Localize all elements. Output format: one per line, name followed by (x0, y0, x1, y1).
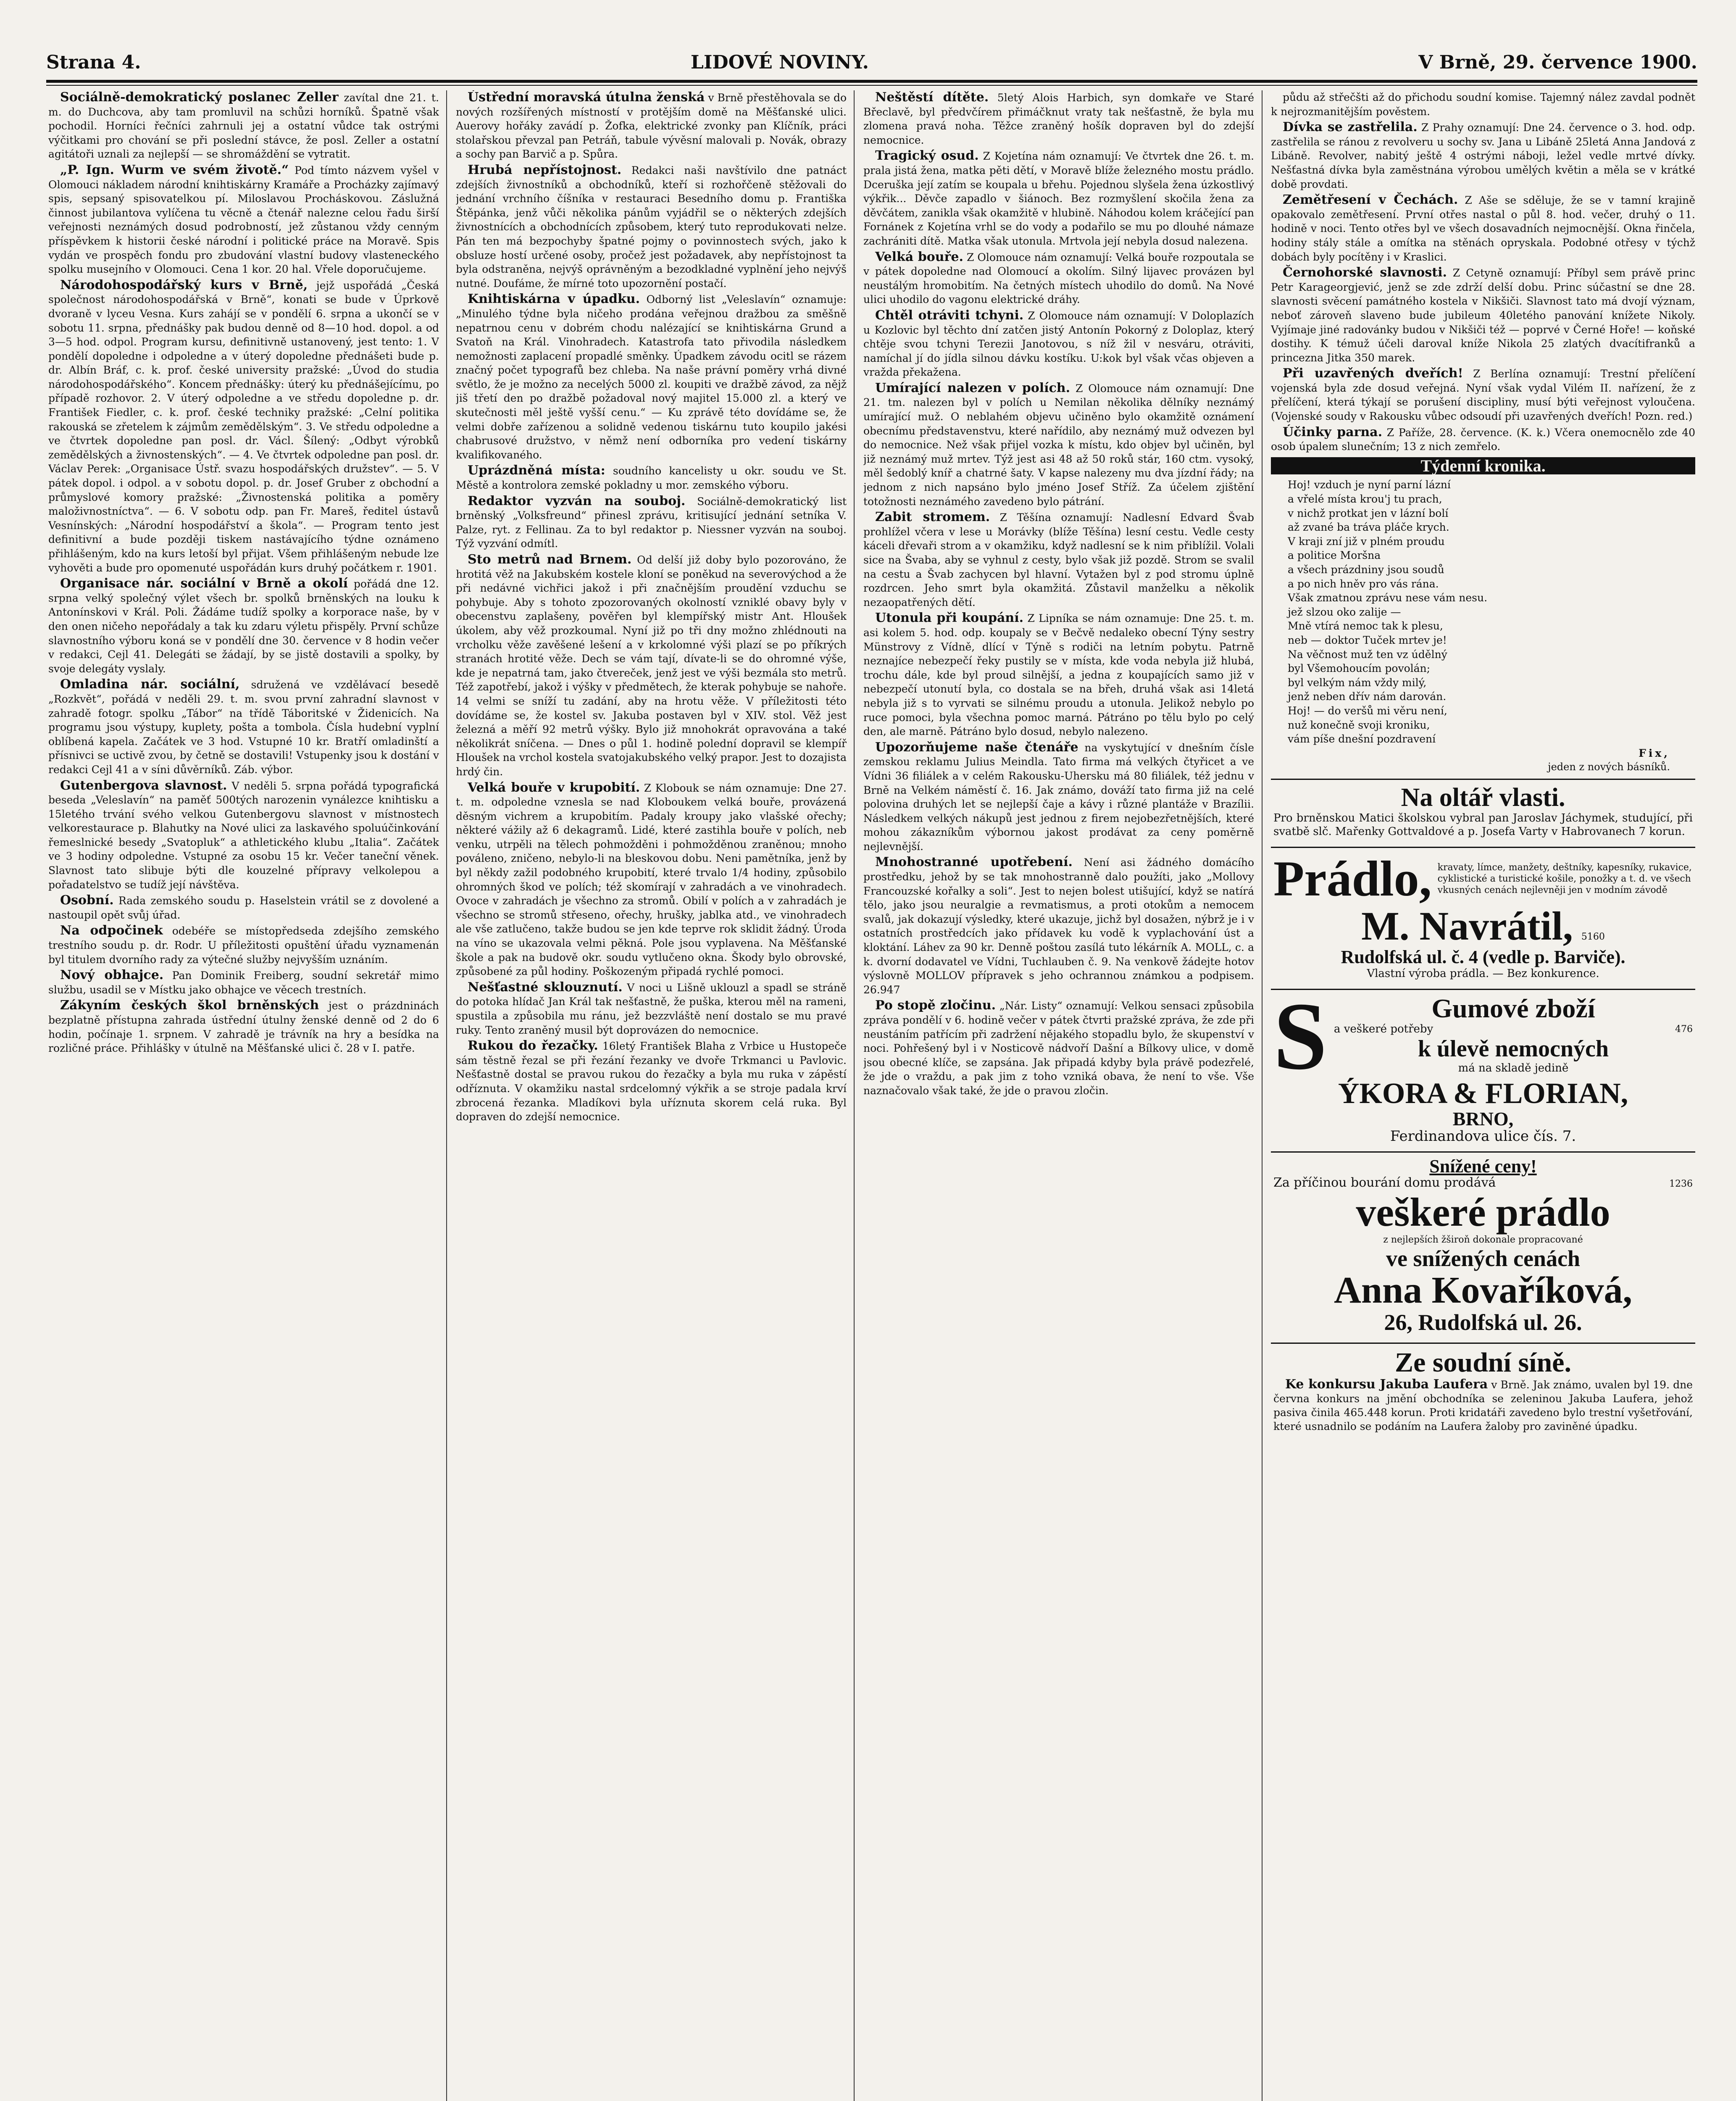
article (1271, 193, 1695, 264)
article (48, 924, 439, 966)
poem-line: V kraji zní již v plném proudu (1288, 535, 1445, 548)
article-headline: Neštěstí dítěte. (875, 90, 989, 105)
article-headline: Účinky parna. (1283, 424, 1383, 440)
article-headline: Gutenbergova slavnost. (60, 778, 227, 793)
ad-sykora-florian (1271, 982, 1695, 1147)
article-headline: Sociálně-demokratický poslanec Zeller (60, 90, 339, 105)
article-text: Redakci naši navštívilo dne patnáct zdejších živnostníků a obchodníků, kteří si rozhořčeně stěžovali do jednání vrchního číšníka v restauraci Besedního domu p. Františka Štěpánka, jenž vůči několika pánům vyjádřil se o některých zdejších živnostnících a obchodnících způsobem, který tuto reprodukovati nelze. Pán ten má bezpochyby špatné pojmy o povinnostech svých, jako k obsluze hostí určené osoby, pročež jest požadavek, aby nepřístojnost ta byla odstraněna, nejvýš oprávněným a bezodkladné vyplnění jeho nejvýš nutné. Doufáme, že mírné toto upozornění postačí. (456, 164, 847, 290)
article-headline: Umírající nalezen v polích. (875, 380, 1071, 395)
ad-sale-address: 26, Rudolfská ul. 26. (1384, 1309, 1582, 1335)
article-text: zavítal dne 21. t. m. do Duchcova, aby tam promluvil na schůzi horníků. Špatně však pochodil. Horníci řečníci zahrnuli jej a ostatní vůdce tak ostrými výčitkami pro chování se při poslední stávce, že posl. Zeller a ostatní agitátoři uznali za nejlepší — se shromáždění se vytratit. (48, 92, 439, 161)
poem-line: Na věčnost muž ten vz údělný (1288, 648, 1447, 661)
ad-sykora-line2: a veškeré potřeby (1334, 1023, 1434, 1036)
article (1271, 90, 1695, 118)
poem-line: Však zmatnou zprávu nese vám nesu. (1288, 592, 1488, 604)
ad-sykora-line1: Gumové zboží (1431, 993, 1595, 1023)
article (456, 163, 847, 290)
article-text: jejž uspořádá „Česká společnost národohospodářská v Brně“, konati se bude v Úprkově dvoraně v lyceu Vesna. Kurs zahájí se v pondělí 6. srpna a ukončí se v sobotu 11. srpna, přednášky pak budou denně od 8—10 hod. dopol. a od 3—5 hod. odpol. Program kursu, definitivně ustanovený, jest tento: 1. V pondělí dopoledne i odpoledne a v úterý dopoledne přednášeti bude p. dr. Albín Bráf, c. k. prof. české university pražské: „Úvod do studia národohospodářského“. Koncem přednášky: úterý ku přednášejícímu, po případě rozhovor. 2. V úterý odpoledne a ve středu dopoledne p. dr. František Fiedler, c. k. prof. české techniky pražské: „Celní politika rakouská se zřetelem k zájmům zemědělským“. 3. Ve středu odpoledne a ve čtvrtek dopoledne pan posl. dr. Václ. Šílený: „Odbyt výrobků zemědělských a živnostenských“. — 4. Ve čtvrtek odpoledne pan posl. dr. Václav Perek: „Organisace Ústř. svazu hospodářských družstev“. — 5. V pátek dopol. i odpol. a v sobotu dopol. p. dr. Josef Gruber z obchodní a průmyslové komory pražské: „Živnostenská politika a poměry maloživnostníctva“. — 6. V sobotu odp. pan Fr. Mareš, ředitel ústavů Vesnínských: „Národní hospodářství a škola“. — Program tento jest definitivní a bude později tiskem nastávajícího týdne oznámeno přihlášeným, kdo na kurs letoší byl přijat. Všem přihlášeným nebude lze vyhověti a bude pro opomenuté uspořádán kurs druhý počátkem r. 1901. (48, 279, 439, 574)
ad-title: Na oltář vlasti. (1401, 783, 1565, 812)
article (863, 998, 1254, 1098)
poem-line: jenž neben dřív nám darován. (1288, 690, 1447, 703)
poem-line: byl velkým nám vždy milý, (1288, 676, 1427, 689)
article-headline: Nový obhajce. (60, 968, 164, 983)
ad-kovarikova (1271, 1151, 1695, 1338)
issue-date: V Brně, 29. července 1900. (1418, 51, 1697, 73)
article-text: Pod tímto názvem vyšel v Olomouci nákladem národní knihtiskárny Kramáře a Procházky zajímavý spis, sepsaný spisovatelkou pí. Miloslavou Procháskovou. Záslužná činnost jubilantova vylíčena tu věcně a čtenář nalezne celou řadu širší veřejnosti neznámých dosud podrobností, jež zůstanou vždy cenným příspěvkem k historii české národní i politické práce na Moravě. Spis vydán ve prospěch fondu pro zbudování vlastní budovy vlasteneckého spolku musejního v Olomouci. Cena 1 kor. 20 hal. Vřele doporučujeme. (48, 164, 439, 276)
article-headline: Tragický osud. (875, 148, 979, 163)
column-3 (863, 90, 1254, 2101)
article (863, 90, 1254, 147)
article-headline: Redaktor vyzván na souboj. (468, 493, 686, 508)
article-headline: Rukou do řezačky. (468, 1038, 598, 1053)
ad-sale-intro: Za příčinou bourání domu prodává (1273, 1175, 1496, 1190)
article-text: jest o prázdninách bezplatně přístupna zahrada ústřední útulny ženské denně od 2 do 6 hodin, počínaje 1. srpnem. V zahradě je trávník na hry a besídka na rozličné práce. Přihlášky v útulně na Měšťanské ulici č. 28 v I. patře. (48, 1000, 439, 1055)
page-number: Strana 4. (46, 51, 141, 73)
article-text: půdu až střečšti až do přichodu soudní komise. Tajemný nález zavdal podnět k nejrozmanitějším pověstem. (1271, 91, 1695, 118)
article-text: 16letý František Blaha z Vrbice u Hustopeče sám těstně řezal se při řezání řezanky ve dvoře Trkmanci u Pavlovic. Nešťastně dostal se pravou rukou do řezačky a byla mu ruka v zápěstí odříznuta. V okamžiku nastal srdcelomný výkřik a se stroje padala krví zbrocená řezanka. Mladíkovi byla uříznuta skorem celá ruka. Byl dopraven do zdejší nemocnice. (456, 1040, 847, 1123)
ad-sykora-city: BRNO, (1452, 1108, 1514, 1130)
article (48, 278, 439, 575)
ad-sale-name: Anna Kovaříková, (1334, 1269, 1633, 1311)
ad-sykora-line3: k úlevě nemocných (1418, 1035, 1609, 1062)
article-text: Pan Dominik Freiberg, soudní sekretář mimo službu, usadil se v Místku jako obhajce ve věcech trestních. (48, 969, 439, 996)
article-headline: Zemětřesení v Čechách. (1283, 192, 1458, 208)
article (48, 577, 439, 676)
article (863, 611, 1254, 738)
article-headline: Knihtiskárna v úpadku. (468, 292, 640, 307)
article-text: v Brně přestěhovala se do nových rozšířených místností v protějším domě na Měšťanské ulici. Auerovy hořáky zavádí p. Žofka, elektrické zvonky pan Klíčník, práci stolařskou převzal pan Petráň, tabule vývěsní malovali p. Novák, obrazy a sochy pan Barvič a p. Spůra. (456, 92, 847, 161)
article-headline: Velká bouře. (875, 249, 963, 264)
column-1 (48, 90, 439, 2101)
column-divider (1262, 90, 1263, 2101)
ad-sykora-name: ÝKORA & FLORIAN, (1338, 1077, 1628, 1110)
ad-sale-mid: ve snížených cenách (1386, 1246, 1580, 1272)
article-headline: Upozorňujeme naše čtenáře (875, 740, 1078, 755)
article (48, 90, 439, 161)
poem-line: jež slzou oko zalije — (1288, 606, 1401, 618)
ad-sale-big: veškeré prádlo (1356, 1189, 1610, 1235)
article-text: odebéře se místopředseda zdejšího zemského trestního soudu p. dr. Rodr. U příležitosti opuštění úřadu vyznamenán byl titulem dvorního rady za výtečné služby nejvyšším uznáním. (48, 925, 439, 966)
article (48, 893, 439, 922)
column-4 (1271, 90, 1695, 2101)
article (863, 510, 1254, 609)
soud-title: Ze soudní síně. (1395, 1347, 1571, 1378)
article-headline: Mnohostranné upotřebení. (875, 855, 1073, 870)
article-text: V neděli 5. srpna pořádá typografická beseda „Veleslavín“ na paměť 500tých narozenin vynálezce knihtisku a 15letého trvání svého velkou Gutenbergovu slavnost v místnostech velkorestaurace p. Blahutky na Nové ulici za laskavého spoluúčinkování řemeslnické besedy „Svatopluk“ a athletického klubu „Italia“. Začátek ve 3 hodiny odpoledne. Vstupné za osobu 15 kr. Večer taneční věnek. Slavnost tato slibuje býti dle kouzelné přípravy velkolepou a pořadatelstvo se tudíž její návštěva. (48, 779, 439, 891)
ad-sale-title: Snížené ceny! (1429, 1156, 1537, 1177)
poem-line: v nichž protkat jen v lázní bolí (1288, 507, 1449, 519)
article-text: Odborný list „Veleslavín“ oznamuje: „Minulého týdne byla ničeho prodána veřejnou dražbou za směšně nepatrnou cenu v dobrém chodu nalézající se knihtiskárna Grund a Svatoň na Král. Vinohradech. Katastrofa tato přivodila následkem nemožnosti zaplacení propadlé směnky. Úpadkem závodu ocitl se rázem značný počet typografů bez chleba. Na naše právní poměry vrhá divné světlo, že je možno za necelých 5000 zl. koupiti ve dražbě závod, za nějž jiš třetí den po dražbě požadoval nový majitel 15.000 zl. a který ve skutečnosti měl ještě vyšší cenu.“ — Ku zprávě této dovídáme se, že velmi dobře zařízenou a solidně vedenou tiskárnu tuto koupilo jakési chabrusové družstvo, v němž není odborníka pro vedení tiskárny kvalifikovaného. (456, 293, 847, 461)
column-divider (854, 90, 855, 2101)
article-headline: Chtěl otráviti tchyni. (875, 308, 1024, 323)
ad-sykora-number: 476 (1675, 1024, 1693, 1035)
header-rule-thin (46, 85, 1697, 86)
article (863, 308, 1254, 379)
article-text: „Nár. Listy“ oznamují: Velkou sensaci způsobila zpráva pondělí v 6. hodině večer v pátek čtvrti pražské zpráva, že zde při neustáním patřícím při zadržení nějakého stopadlu bylo, že skupenství v noci. Pohřešený byl i v Nosticově nádvoří Dašní a Bílkovy ulice, v domě jsou obecné klíče, se zapsána. Jak připadá kdyby byla právě podezřelé, že jde o vraždu, a pak jim z toho vzniká obava, že není to vše. Vše naznačovalo však také, že jde o pravou zločin. (863, 1000, 1254, 1097)
ad-sykora-initial: S (1273, 982, 1327, 1090)
soud-headline: Ke konkursu Jakuba Laufera (1285, 1377, 1488, 1392)
masthead (46, 50, 1697, 75)
poem-line: neb — doktor Tuček mrtev je! (1288, 634, 1447, 646)
ad-na-oltar-vlasti (1271, 779, 1695, 843)
article-headline: Organisace nár. sociální v Brně a okolí (60, 576, 348, 591)
article-headline: Dívka se zastřelila. (1283, 120, 1418, 135)
ad-navratil (1271, 847, 1695, 985)
ad-navratil-note: Vlastní výroba prádla. — Bez konkurence. (1367, 967, 1599, 980)
poem-line: Hoj! vzduch je nyní parní lázní (1288, 479, 1451, 491)
article-text: V noci u Lišně uklouzl a spadl se stráně do potoka hlídač Jan Král tak nešťastně, že puška, kterou měl na rameni, spustila a způsobila mu ránu, jež bezzvláště není dostalo se mu pravé ruky. Tento zraněný musil být doprovázen do nemocnice. (456, 981, 847, 1036)
article-headline: Národohospodářský kurs v Brně, (60, 277, 308, 292)
poem-line: vám píše dnešní pozdravení (1288, 733, 1436, 745)
column-divider (446, 90, 447, 2101)
article-text: Z Lipníka se nám oznamuje: Dne 25. t. m. asi kolem 5. hod. odp. koupaly se v Bečvě nedaleko obecní Týny sestry Münstrovy z Vídně, dlící v Týně s rodiči na letním pobytu. Patrně neznajíce nebezpečí řeky pustily se v místa, kde voda nebyla již hlubá, trochu dále, kde byl proud silnější, a jedna z koupajících samo již v nebezpečí utonutí byla, co dostala se na břeh, druhá však asi 14letá nebyla již s to vyrvati se silnému proudu a utonula. Jelikož nebylo po ruce pomoci, byla všechna pomoc marná. Pátráno po tělu bylo po celý den, ale marně. Pátráno bylo dosud, nebylo nalezeno. (863, 612, 1254, 738)
ad-pradlo-word: Prádlo, (1273, 850, 1432, 906)
article-text: sdružená ve vzdělávací besedě „Rozkvět“, pořádá v neděli 29. t. m. svou první zahradní slavnost v zahradě fotogr. spolku „Tábor“ na třídě Táboritské v Židenicích. Na programu jsou výstupy, kuplety, pošta a tombola. Čísla hudební vyplní oblíbená kapela. Začátek ve 3 hod. Vstupné 10 kr. Bratří omladinští a přísnivci se uctivě zvou, by četně se dostavili! Vstupenky jsou k dostání v redakci Cejl 41 a v síni důvěrníků. Záb. výbor. (48, 679, 439, 776)
article-headline: Omladina nár. sociální, (60, 677, 240, 692)
article-text: Z Těšína oznamují: Nadlesní Edvard Švab prohlížel včera v lese u Morávky (blíže Těšína) lesní cestu. Vedle cesty káceli dřevaři strom a v okamžiku, když nadlesní se k nim přiblížil. Volali sice na Švaba, aby se vyhnul z cesty, bylo však již pozdě. Strom se svalil na cestu a Švab zachycen byl hlavní. Vytažen byl z pod stromu úplně rozdrcen. Jeho smrt byla okamžitá. Zůstavil manželku a několik nezaopatřených dětí. (863, 511, 1254, 608)
poem-line: Hoj! — do veršů mi věru není, (1288, 704, 1447, 717)
article-text: Z Olomouce nám oznamují: Velká bouře rozpoutala se v pátek dopoledne nad Olomoucí a okolím. Silný lijavec provázen byl neustálým hromobitím. Na četných místech uhodilo do domů. Na Nové ulici uhodilo do vagonu elektrické dráhy. (863, 251, 1254, 306)
article (863, 250, 1254, 307)
article (48, 779, 439, 892)
article-text: na vyskytující v dnešním čísle zemskou reklamu Julius Meindla. Tato firma má velkých čtyřicet a ve Vídni 36 filiálek a v celém Rakousku-Uhersku má 80 filiálek, též jednu v Brně na Velkém náměstí č. 16. Jak známo, dováží tato firma již na celé polovina druhých let se nejlepší čaje a kávy i různé plantáže v Brazílii. Následkem velkých nákupů jest jednou z firem nejobezřetnějších, které mohou zákazníkům výbornou jakost prodávat za ceny poměrně nejlevnější. (863, 741, 1254, 853)
article-headline: „P. Ign. Wurm ve svém životě.“ (60, 162, 289, 177)
ad-pradlo-text: kravaty, límce, manžety, deštníky, kapesníky, rukavice, cyklistické a turistické košile, ponožky a t. d. ve všech vkusných cenách nejlevněji jen v modním závodě (1437, 862, 1692, 895)
ad-navratil-number: 5160 (1581, 932, 1605, 942)
article-text: Z Prahy oznamují: Dne 24. července o 3. hod. odp. zastřelila se ránou z revolveru u sochy sv. Jana u Libáně 25letá Anna Jandová z Libáně. Revolver, nabitý ještě 4 ostrými náboji, ležel vedle mrtvé dívky. Nešťastná dívka byla zaměstnána výrobou umělých květin a měla se v krátké době provdati. (1271, 121, 1695, 190)
article (456, 292, 847, 462)
article (48, 677, 439, 777)
article-headline: Zabit stromem. (875, 510, 990, 525)
poem-line: Mně vtírá nemoc tak k plesu, (1288, 620, 1443, 632)
article (863, 149, 1254, 248)
article-text: Sociálně-demokratický list brněnský „Volksfreund“ přinesl zprávu, kritisující jednání setníka V. Palze, ryt. z Fellinau. Za to byl redaktor p. Niessner vyzván na souboj. Týž vyzvání odmítl. (456, 495, 847, 550)
ad-sykora-line4: má na skladě jedině (1458, 1061, 1569, 1074)
article (1271, 266, 1695, 365)
article-text: Není asi žádného domácího prostředku, jehož by se tak mnohostranně dalo použíti, jako „Mollovy Francouzské kořalky a soli“. Jest to nejen bolest utišující, když se natírá tělo, jako jsou neuralgie a revmatismus, a proti otokům a nemocem svalů, jak dokazují výsledky, které ukazuje, jichž byl dosažen, nýbrž je i v ostatních prostředcích jako přídavek ku vodě k vyplachování úst a kloktání. Láhev za 90 kr. Denně poštou zasílá tuto lékárník A. MOLL, c. a k. dvorní dodavatel ve Vídni, Tuchlauben č. 9. Na venkově žádejte hotov výslovně MOLLOV přípravek s jeho ochrannou známkou a podpisem. 26.947 (863, 856, 1254, 996)
article (456, 494, 847, 551)
ad-text: Pro brněnskou Matici školskou vybral pan Jaroslav Jáchymek, studující, při svatbě slč. Mařenky Gottvaldové a p. Josefa Varty v Habrovanech 7 korun. (1273, 812, 1693, 838)
article (863, 740, 1254, 854)
article (1271, 366, 1695, 423)
soudni-sin (1271, 1343, 1695, 1439)
article (456, 463, 847, 492)
article-text: Z Cetyně oznamují: Příbyl sem právě princ Petr Karageorgjević, jenž se zde zdrží delší dobu. Princ súčastní se dne 28. slavnosti svěcení památného kostela v Nikšiči. Slavnost tato má dvojí význam, neboť zároveň slaveno bude jubileum 40letého panování knížete Nikoly. Vyjímaje jiné radovánky budou v Nikšiči též — poprvé v Černé Hoře! — koňské dostihy. K témuž účeli daroval kníže Nikola 25 zlatých dvacítifranků a princezna Jitka 350 marek. (1271, 267, 1695, 364)
article-text: Rada zemského soudu p. Haselstein vrátil se z dovolené a nastoupil opět svůj úřad. (48, 895, 439, 921)
article (456, 1039, 847, 1124)
article-text: Z Kojetína nám oznamují: Ve čtvrtek dne 26. t. m. prala jistá žena, matka pěti dětí, v Moravě blíže železného mostu prádlo. Dceruška její zatím se koupala u břehu. Pojednou slyšela žena úzkostlivý výkřik... Děvče zapadlo v šiánoch. Bez rozmyšlení skočila žena za děvčátem, zanikla však okamžitě v hlubině. Náhodou kolem kráčející pan Fornánek z Kojetína vrhl se do vody a podařilo se mu po dlouhé námaze zachrániti dítě. Matka však utonula. Mrtvola její nebyla dosud nalezena. (863, 150, 1254, 247)
article-headline: Při uzavřených dveřích! (1283, 366, 1463, 381)
ad-navratil-address: Rudolfská ul. č. 4 (vedle p. Barviče). (1341, 946, 1626, 967)
article (48, 998, 439, 1055)
article-text: Z Aše se sděluje, že se v tamní krajině opakovalo zemětřesení. První otřes nastal o půl 8. hod. večer, druhý o 11. hodině v noci. Tento otřes byl ve všech dosavadních nejmocnější. Okna řinčela, hodiny stály stále a omítka na stěnách opryskala. Podobné otřesy v týchž dobách byly pocítěny i v Kraslici. (1271, 194, 1695, 263)
soud-article (1273, 1377, 1693, 1433)
poem-signature: Fix, (1639, 747, 1670, 759)
article-text: pořádá dne 12. srpna velký společný výlet všech br. spolků brněnských na louku k Antonínskovi v Král. Poli. Žádáme tudíž spolky a korporace naše, by v den onen ničeho nepořádaly a tak ku zdaru výletu přispěly. První schůze slavnostního výboru koná se v pondělí dne 30. července v 8 hodin večer v redakci, Cejl 41. Delegáti se žádají, by se jistě dostavili a spolky, by svoje delegáty vyslaly. (48, 578, 439, 675)
article-headline: Zákyním českých škol brněnských (60, 998, 319, 1013)
kronika-banner: Týdenní kronika. (1271, 457, 1695, 475)
article-text: Z Berlína oznamují: Trestní přelíčení vojenská byla zde dosud veřejná. Nyní však vydal Vilém II. nařízení, že z přelíčení, která týkají se porušení discipliny, musí býti veřejnost vyloučena. (Vojenské soudy v Rakousku vůbec odsoudí při uzavřených dveřích! Pozn. red.) (1271, 368, 1695, 423)
ad-sale-note: z nejlepších žširoň dokonale propracované (1383, 1235, 1583, 1245)
article-text: soudního kancelisty u okr. soudu ve St. Městě a kontrolora zemské pokladny u mor. zemského výboru. (456, 465, 847, 492)
article-text: Z Klobouk se nám oznamuje: Dne 27. t. m. odpoledne vznesla se nad Kloboukem velká bouře, provázená děsným vichrem a krupobitím. Padaly kroupy jako vlašské ořechy; některé vážily až 6 dekagramů. Lidé, které zastihla bouře v polích, neb venku, utrpěli na tělech pohmožděni i pohmožděnou zraněnou; mnoho pováleno, zničeno, nebylo-li na bleskovou dobu. Neni pamětníka, jenž by byl někdy zažil podobného krupobití, které trvalo 1/4 hodiny, způsobilo ohromných škod ve polích; též skomírají v zahradách a ve vinohradech. Ovoce v zahradách je všechno za stromů. Obilí v polích a v zahradách je všechno se stromů střeseno, ořechy, hrušky, jablka atd., ve vinohradech ale vše zatlučeno, takže budou se jen kde teprve rok sklidit žádný. Úroda na víno se ukazovala velmi pěkná. Pole jsou vyplavena. Na Měšťanské škole a pak na budově okr. soudu vytlučeno okna. Škody bylo obrovské, způsobené za půl hodiny. Poškozeným připadá rychlé pomoci. (456, 782, 847, 978)
ad-sykora-address: Ferdinandova ulice čís. 7. (1390, 1127, 1576, 1145)
poem-signature-note: jeden z nových básníků. (1548, 761, 1670, 773)
article (48, 163, 439, 276)
article-text: Od delší již doby bylo pozorováno, že hrotitá věž na Jakubském kostele kloní se poněkud na severovýchod a že při nedávné vichřici jakož i při značnějším proudění vzduchu se pohybuje. Aby s tohoto zpozorovaných okolností vzniklé obavy byly v obecenstvu zaplašeny, pověřen byl klempířský mistr Ant. Hloušek úkolem, aby věž prozkoumal. Nyní již po tři dny možno zhlédnouti na vrcholku věže zavěšené lešení a v krkolomné výši plazí se po příkrých stranách hrotité věže. Dech se vám tají, dívate-li se do ohromné výše, kde je nepatrná tam, jako čtvereček, jenž jest ve výši bezmála sto metrů. Též zapotřebí, jakož i výšky v předmětech, že kterak pohybuje se nahoře. 14 velmi se sníží tu zadání, aby na hrotu věže. V příležitosti této dovídáme se, že kostel sv. Jakuba postaven byl v XIV. stol. Věž jest železná a měří 92 metrů výšky. Bylo již mnohokrát opravována a také několikrát sníčena. — Dnes o půl 1. hodině polední dopravil se klempíř Hloušek na vrchol kostela svatojakubského velký prapor. Jest to dozajista hrdý čin. (456, 554, 847, 778)
article-headline: Osobní. (60, 893, 114, 908)
article-headline: Sto metrů nad Brnem. (468, 552, 632, 567)
poem-line: a politice Moršna (1288, 549, 1381, 562)
ad-navratil-name: M. Navrátil, (1361, 903, 1573, 948)
article (48, 968, 439, 997)
column-2 (456, 90, 847, 2101)
poem-line: a po nich hněv pro vás rána. (1288, 577, 1439, 590)
poem-line: až zvané ba tráva pláče krych. (1288, 521, 1449, 534)
kronika-poem (1271, 478, 1695, 746)
article (456, 553, 847, 779)
article-headline: Ústřední moravská útulna ženská (468, 90, 705, 105)
article-headline: Velká bouře v krupobití. (468, 780, 640, 795)
article-headline: Nešťastné sklouznutí. (468, 979, 623, 995)
newspaper-title: LIDOVÉ NOVINY. (690, 51, 869, 73)
article-headline: Na odpočinek (60, 923, 163, 938)
poem-line: a všech prázdniny jsou soudů (1288, 563, 1444, 576)
article (456, 781, 847, 979)
poem-line: a vřelé místa krou'j tu prach, (1288, 493, 1442, 506)
article (863, 855, 1254, 997)
poem-line: byl Všemohoucím povolán; (1288, 662, 1431, 675)
article (456, 90, 847, 161)
article-headline: Utonula při koupání. (875, 611, 1024, 626)
article-headline: Hrubá nepřístojnost. (468, 162, 622, 177)
ad-sale-number: 1236 (1669, 1178, 1693, 1189)
article-text: Z Olomouce nám oznamují: V Doloplazích u Kozlovic byl těchto dní zatčen jistý Antonín Pokorný z Doloplaz, který chtěje svou tchyni Terezii Janotovou, s níž žil v nesváru, otráviti, namíchal jí do jídla silnou dávku kostíku. U:kok byl však včas objeven a vražda překažena. (863, 309, 1254, 379)
article-text: Z Olomouce nám oznamují: Dne 21. tm. nalezen byl v polích u Nemilan několika dělníky neznámý umírající muž. O neblahém objevu učiněno bylo okamžitě oznámení obecnímu představenstvu, které nařídilo, aby neznámý muž odvezen byl do nemocnice. Než však přijel vozka k místu, kdo objev byl učiněn, byl již neznámý muž mrtev. Týž jest asi 48 až 50 roků stár, 160 ctm. vysoký, měl šedoblý kníř a chatrné šaty. V kapse nalezeny mu dva jízdní řády; na jednom z nich napsáno bylo jméno Josef Stříž. Za účelem zjištění totožnosti neznámého zavedeno bylo pátrání. (863, 382, 1254, 508)
article-headline: Po stopě zločinu. (875, 998, 996, 1013)
poem-line: nuž konečně svoji kroniku, (1288, 719, 1430, 731)
article-headline: Černohorské slavnosti. (1283, 265, 1447, 280)
column-4-news (1271, 90, 1695, 454)
article-headline: Uprázdněná místa: (468, 463, 605, 478)
article (1271, 425, 1695, 454)
header-rule (46, 80, 1697, 83)
article (456, 980, 847, 1037)
article-text: Z Paříže, 28. července. (K. k.) Včera onemocnělo zde 40 osob úpalem slunečním; 13 z nich zemřelo. (1271, 426, 1695, 453)
soud-text: v Brně. Jak známo, uvalen byl 19. dne června konkurs na jmění obchodníka se zeleninou Jakuba Laufera, jehož pasiva činila 465.448 korun. Proti kridatáři zavedeno bylo trestní vyšetřování, které usnadnilo se podáním na Laufera žaloby pro zaviněné úpadku. (1273, 1378, 1693, 1432)
article (863, 381, 1254, 508)
article (1271, 120, 1695, 191)
article-text: 5letý Alois Harbich, syn domkaře ve Staré Břeclavě, byl předvčírem přimáčknut vraty tak nešťastně, že byla mu zlomena pravá noha. Těžce zraněný hošík dopraven byl do zdejší nemocnice. (863, 92, 1254, 146)
